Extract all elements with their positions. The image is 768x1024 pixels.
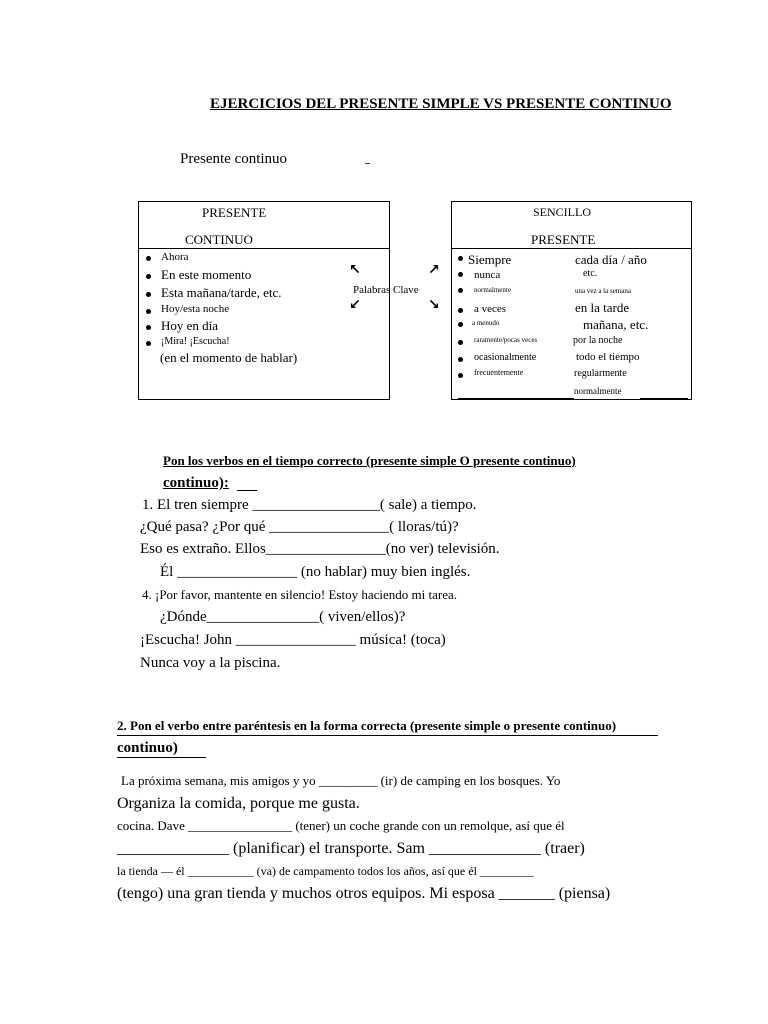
simple-item-right: mañana, etc. [583,317,649,332]
simple-item: nunca [474,269,501,281]
simple-item-right: cada día / año [575,252,647,267]
continuous-item: Ahora [161,251,189,263]
exercise2-instruction: 2. Pon el verbo entre paréntesis en la forma correcta (presente simple o presente continuo) [117,718,617,733]
continuous-item: En este momento [161,267,252,282]
bullet [458,357,463,362]
exercise1-line-3: Eso es extraño. Ellos________________(no ver) televisión. [140,541,500,557]
simple-item: frecuentemente [474,368,524,377]
simple-item: Siempre [468,252,512,267]
bullet [146,325,151,330]
exercise1-line-1: 1. El tren siempre _________________( sale) a tiempo. [142,497,477,513]
bullet [146,274,151,279]
simple-item-right: normalmente [574,386,622,396]
bullet [458,373,463,378]
simple-bottom-underline [458,398,574,399]
simple-item-right: por la noche [573,335,623,346]
simple-item: a menudo [472,319,500,327]
instruction-underline [117,757,206,758]
exercise2-line-3: cocina. Dave ________________ (tener) un coche grande con un remolque, así que él [117,818,565,833]
simple-header-line1: SENCILLO [533,205,591,219]
arrow-down-left-icon: ↙ [349,297,361,313]
simple-item: raramente/pocas veces [474,336,538,344]
continuous-item: Hoy/esta noche [161,303,230,315]
arrow-up-right-icon: ↗ [428,262,440,278]
simple-item-right: etc. [583,268,598,279]
bullet [458,308,463,313]
bullet [458,288,463,293]
exercise2-line-1: La próxima semana, mis amigos y yo _________ (ir) de camping en los bosques. Yo [121,773,561,788]
exercise2-instruction-cont: continuo) [117,740,178,756]
section-label: Presente continuo [180,151,288,167]
exercise1-line-2: ¿Qué pasa? ¿Por qué ________________( lloras/tú)? [140,519,459,535]
arrow-up-left-icon: ↖ [349,262,361,278]
simple-bottom-underline [640,398,688,399]
keywords-label: Palabras Clave [353,284,419,296]
simple-item-right: todo el tiempo [576,351,640,363]
stray-mark [365,163,370,164]
bullet [458,340,463,345]
instruction-underline [117,735,658,736]
page-title [210,96,672,113]
exercise2-line-4: ______________ (planificar) el transporte. Sam ______________ (traer) [117,840,585,857]
exercise2-line-5: la tienda — él ___________ (va) de campamento todos los años, así que él _________ [117,864,534,878]
bullet [458,272,463,277]
simple-item-right: en la tarde [575,300,630,315]
exercise1-instruction-cont: continuo): [163,475,229,491]
exercise1-instruction: Pon los verbos en el tiempo correcto (presente simple O presente continuo) [163,453,576,468]
continuous-item: Hoy en día [161,318,219,333]
continuous-item: Esta mañana/tarde, etc. [161,285,282,300]
continuous-item: ¡Mira! ¡Escucha! [161,336,230,347]
exercise1-line-8: Nunca voy a la piscina. [140,655,281,671]
exercise1-line-7: ¡Escucha! John ________________ música! (toca) [140,632,446,648]
arrow-down-right-icon: ↘ [428,297,440,313]
continuous-note: (en el momento de hablar) [160,350,298,365]
bullet [146,256,151,261]
simple-item-right: una vez a la semana [575,287,631,295]
bullet [146,292,151,297]
exercise1-line-5: 4. ¡Por favor, mantente en silencio! Estoy haciendo mi tarea. [142,587,457,602]
bullet [146,309,151,314]
continuous-header-line2: CONTINUO [185,232,253,247]
simple-item-right: regularmente [574,368,627,379]
simple-item: a veces [474,303,507,315]
bullet [146,341,151,346]
simple-item: normalmente [474,286,511,294]
exercise1-line-6: ¿Dónde_______________( viven/ellos)? [160,609,406,625]
simple-item: ocasionalmente [474,352,537,363]
page-title-text: EJERCICIOS DEL PRESENTE SIMPLE VS PRESENTE CONTINUO [210,96,672,112]
simple-header-line2: PRESENTE [531,232,596,247]
simple-header-divider [451,248,692,249]
bullet [458,322,463,327]
exercise2-line-2: Organiza la comida, porque me gusta. [117,795,360,812]
exercise1-line-4: Él ________________ (no hablar) muy bien inglés. [160,564,471,580]
exercise2-line-6: (tengo) una gran tienda y muchos otros equipos. Mi esposa _______ (piensa) [117,885,611,902]
continuous-header-line1: PRESENTE [202,205,267,220]
continuous-header-divider [138,248,390,249]
bullet [458,256,463,261]
instruction-underline [237,490,257,491]
